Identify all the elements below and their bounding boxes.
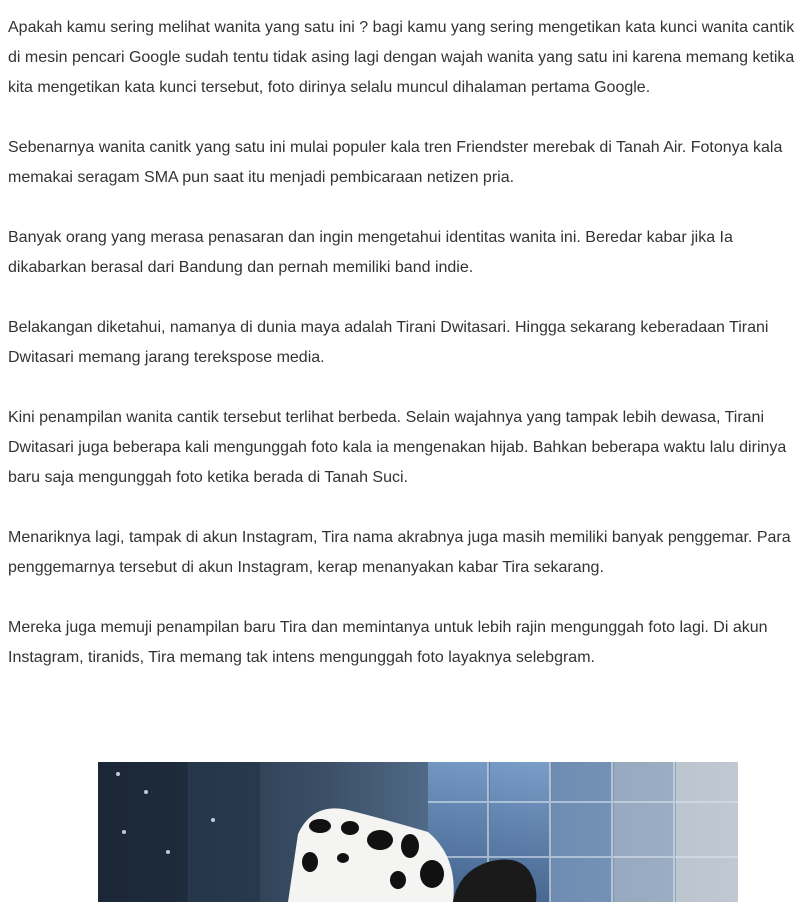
- article-paragraph-1: Apakah kamu sering melihat wanita yang satu ini ? bagi kamu yang sering mengetikan kata kunci wanita cantik di mesin pencari Google sudah tentu tidak asing lagi dengan wajah wanita yang satu ini karena memang ketika kita mengetikan kata kunci tersebut, foto dirinya selalu muncul dihalaman pertama Google.: [8, 19, 795, 96]
- article-paragraph-4: Belakangan diketahui, namanya di dunia maya adalah Tirani Dwitasari. Hingga sekarang keberadaan Tirani Dwitasari memang jarang terekspose media.: [8, 319, 769, 366]
- article-photo-illustration: [98, 762, 738, 902]
- article-paragraph-7: Mereka juga memuji penampilan baru Tira dan memintanya untuk lebih rajin mengunggah foto lagi. Di akun Instagram, tiranids, Tira memang tak intens mengunggah foto layaknya selebgram.: [8, 619, 768, 666]
- article-paragraph-5: Kini penampilan wanita cantik tersebut terlihat berbeda. Selain wajahnya yang tampak lebih dewasa, Tirani Dwitasari juga beberapa kali mengunggah foto kala ia mengenakan hijab. Bahkan beberapa waktu lalu dirinya baru saja mengunggah foto ketika berada di Tanah Suci.: [8, 409, 787, 486]
- article-body: [8, 13, 796, 703]
- article-paragraph-6: Menariknya lagi, tampak di akun Instagram, Tira nama akrabnya juga masih memiliki banyak penggemar. Para penggemarnya tersebut di akun Instagram, kerap menanyakan kabar Tira sekarang.: [8, 529, 791, 576]
- article-paragraph-2: Sebenarnya wanita canitk yang satu ini mulai populer kala tren Friendster merebak di Tanah Air. Fotonya kala memakai seragam SMA pun saat itu menjadi pembicaraan netizen pria.: [8, 139, 783, 186]
- article-paragraph-3: Banyak orang yang merasa penasaran dan ingin mengetahui identitas wanita ini. Beredar kabar jika Ia dikabarkan berasal dari Bandung dan pernah memiliki band indie.: [8, 229, 733, 276]
- article-photo: [98, 762, 738, 902]
